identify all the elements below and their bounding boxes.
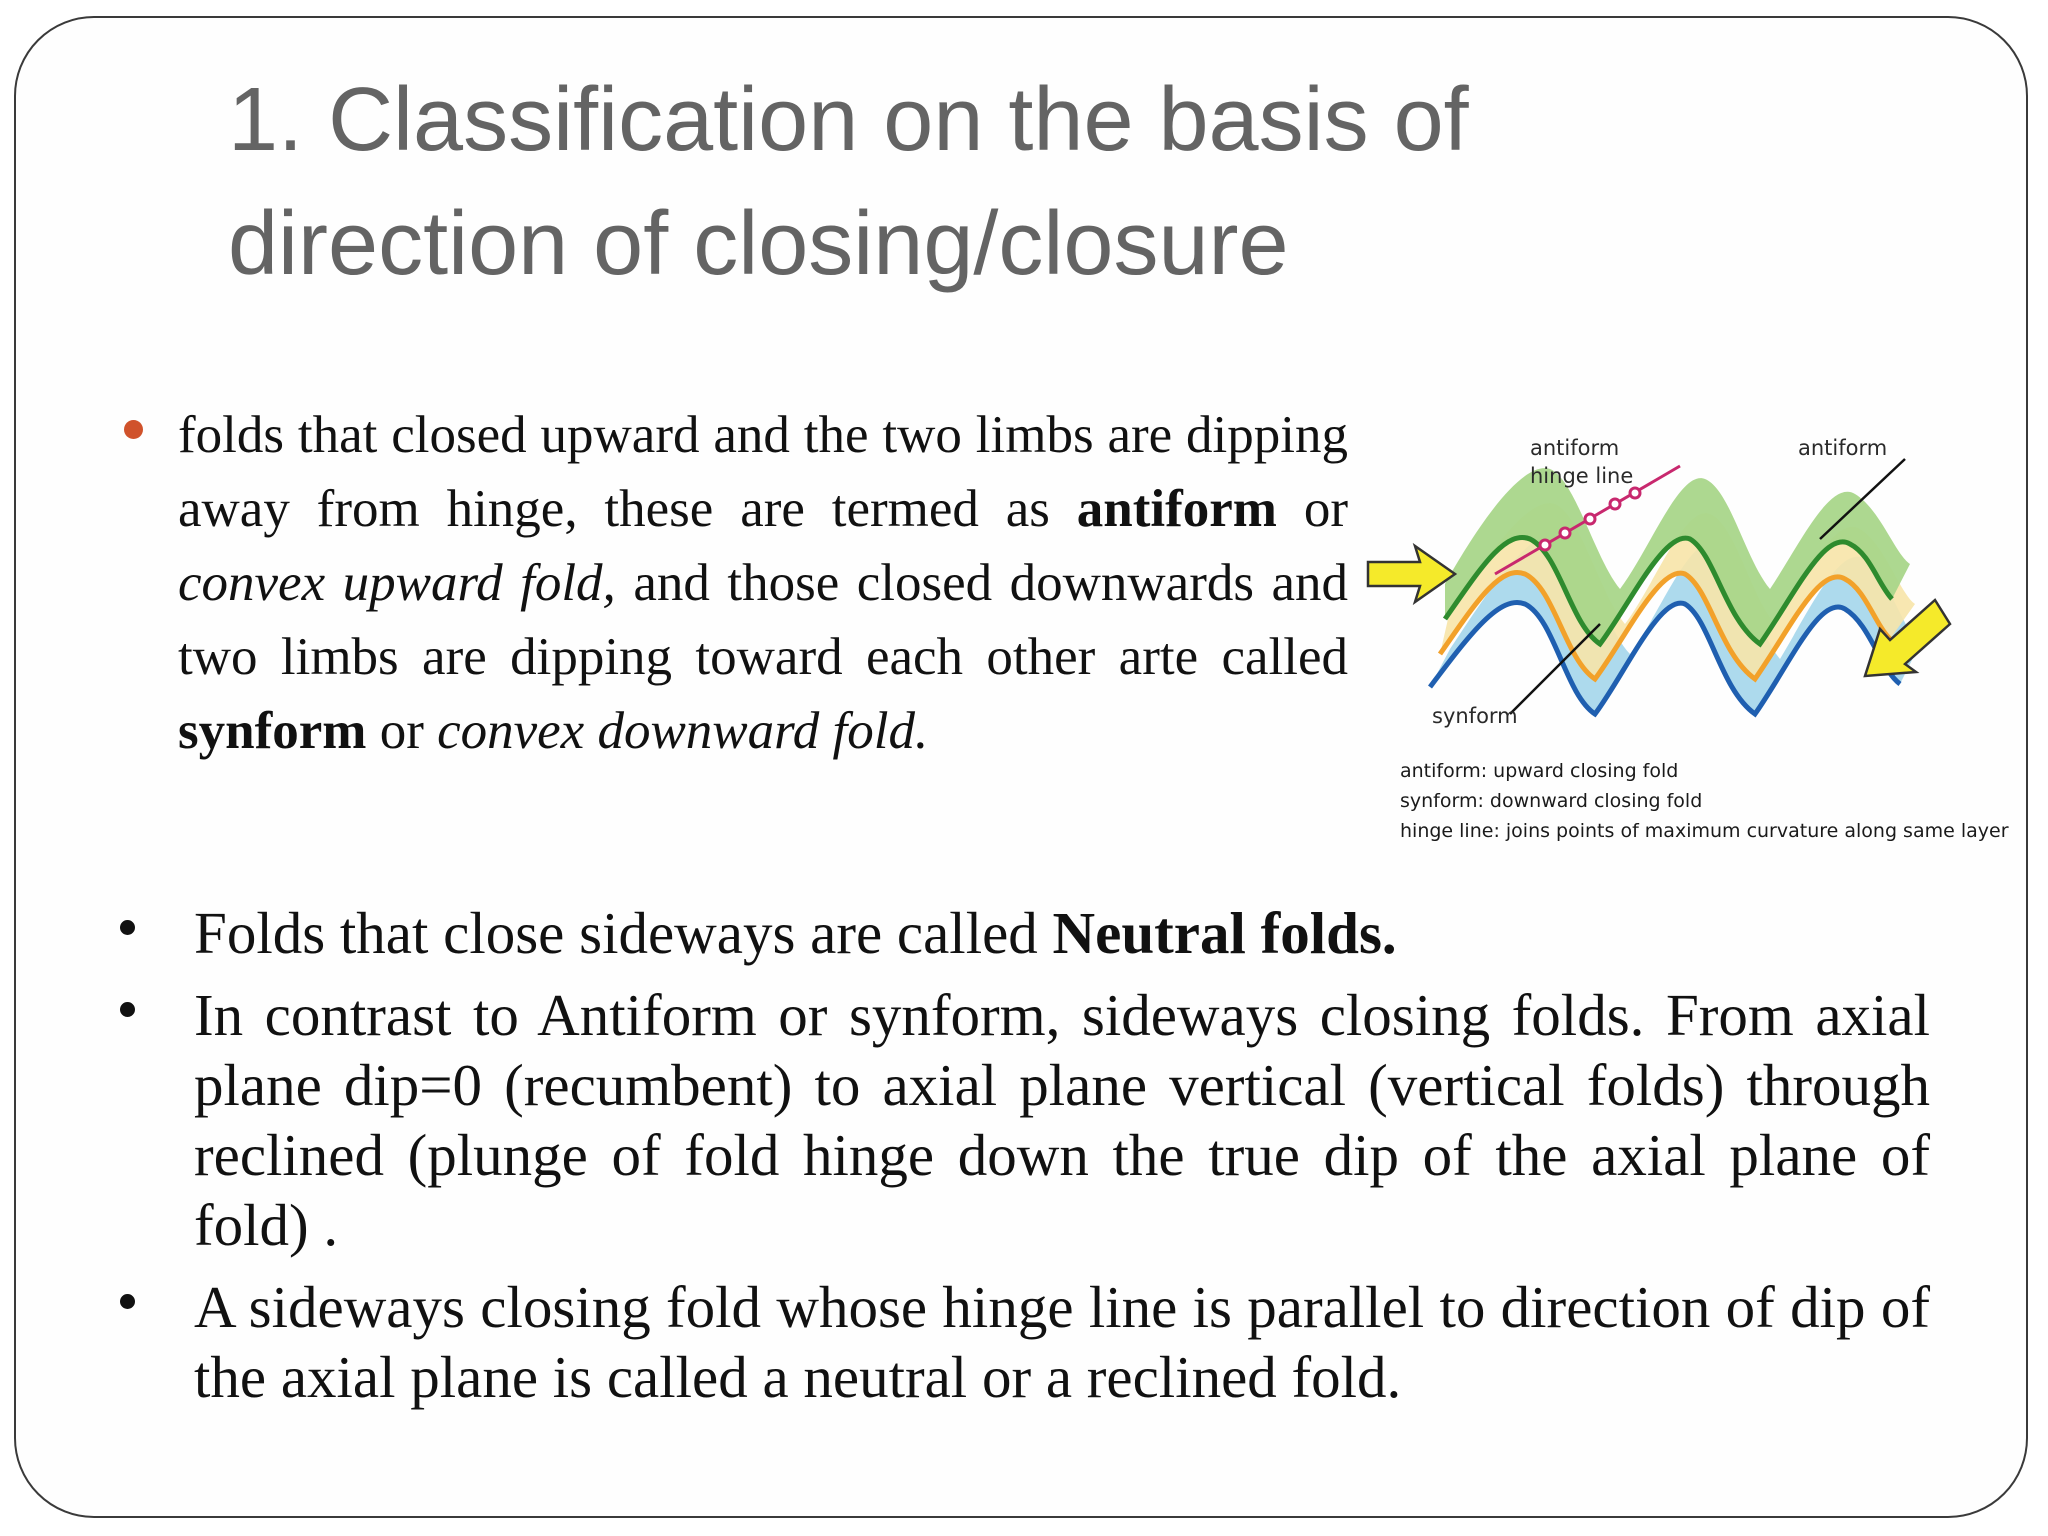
antiform-synform-text xyxy=(178,398,1348,768)
list-item-text: In contrast to Antiform or synform, sideways closing folds. From axial plane dip=0 (recumbent) to axial plane vertical (vertical folds) through reclined (plunge of fold hinge down the true dip of the axial plane of fold) . xyxy=(194,982,1930,1258)
list-item-text: Folds that close sideways are called xyxy=(194,900,1053,966)
hinge-point xyxy=(1540,540,1550,550)
legend-item-synform: synform: downward closing fold xyxy=(1400,790,1703,812)
fold-diagram xyxy=(1360,414,2010,859)
hinge-point xyxy=(1585,514,1595,524)
sideways-folds-text xyxy=(194,980,1930,1260)
bullet1-text-part-2: or xyxy=(1276,480,1348,538)
term-antiform: antiform xyxy=(1076,480,1277,538)
antiform-synform-bullet xyxy=(114,398,1348,768)
label-antiform-hinge-line-2: hinge line xyxy=(1530,464,1634,488)
label-antiform: antiform xyxy=(1798,436,1888,460)
term-synform: synform xyxy=(178,702,367,760)
left-arrow-icon xyxy=(1368,546,1455,602)
term-convex-upward-fold: convex upward fold, xyxy=(178,554,616,612)
slide-title-line-1: 1. Classification on the basis of xyxy=(228,70,1469,170)
bullet1-text-part-4: or xyxy=(366,702,438,760)
bullet1-text-part-1: folds that closed upward and the two limbs are dipping away from hinge, these are termed as xyxy=(178,406,1348,538)
hinge-point xyxy=(1560,528,1570,538)
blue-layer-line xyxy=(1430,602,1900,714)
neutral-folds-text xyxy=(194,898,1930,968)
bullet-icon xyxy=(120,920,135,935)
hinge-point xyxy=(1610,499,1620,509)
label-antiform-hinge-line xyxy=(1530,434,1633,490)
list-item-text: A sideways closing fold whose hinge line is parallel to direction of dip of the axial plane is called a neutral or a reclined fold. xyxy=(194,1274,1930,1410)
label-antiform-hinge-line-1: antiform xyxy=(1530,436,1620,460)
slide-title xyxy=(228,58,1868,306)
slide-title-line-2: direction of closing/closure xyxy=(228,194,1289,294)
term-convex-downward-fold: convex downward fold. xyxy=(437,702,929,760)
reclined-fold-text xyxy=(194,1272,1930,1412)
bullet-icon xyxy=(120,1002,135,1017)
orange-bullet-icon xyxy=(124,420,143,439)
figure-legend xyxy=(1400,756,2009,846)
label-synform: synform xyxy=(1432,704,1518,728)
legend-item-antiform: antiform: upward closing fold xyxy=(1400,760,1679,782)
term-neutral-folds: Neutral folds. xyxy=(1052,900,1397,966)
bullet-list xyxy=(110,898,1930,1424)
list-item xyxy=(110,1272,1930,1412)
list-item xyxy=(110,980,1930,1260)
bullet1-text-part-3: and those closed downwards and two limbs are dipping toward each other arte called xyxy=(178,554,1348,686)
legend-item-hinge-line: hinge line: joins points of maximum curvature along same layer xyxy=(1400,820,2009,842)
list-item xyxy=(110,898,1930,968)
bullet-icon xyxy=(120,1294,135,1309)
